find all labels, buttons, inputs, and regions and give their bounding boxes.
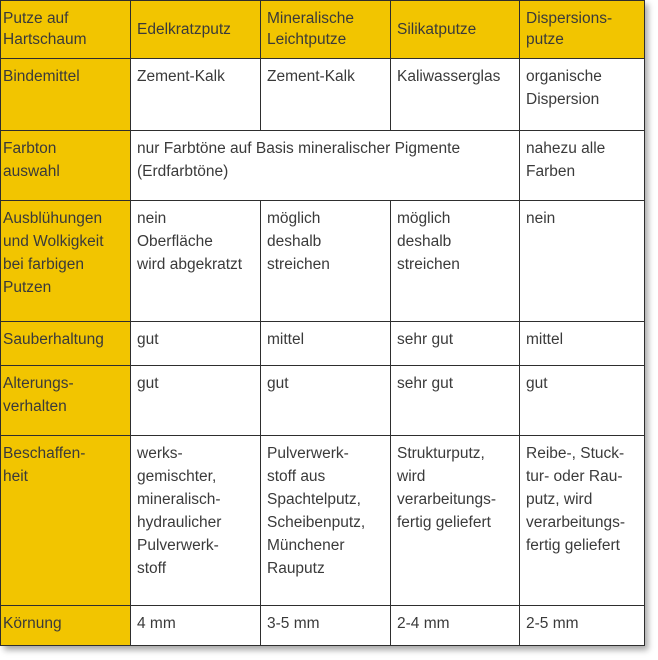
row-label-ausbluehungen: Ausblühungen und Wolkigkeit bei farbigen Putzen xyxy=(1,200,131,322)
header-cell-mineralische-leichtputze: Mineralische Leichtputze xyxy=(261,1,391,59)
table-cell: 4 mm xyxy=(131,605,261,645)
table-row xyxy=(1,435,645,605)
table-cell: Zement-Kalk xyxy=(131,58,261,130)
table-cell: werks- gemischter, mineralisch- hydraulicher Pulverwerk- stoff xyxy=(131,435,261,605)
row-label-sauberhaltung: Sauberhaltung xyxy=(1,322,131,365)
table-cell: Zement-Kalk xyxy=(261,58,391,130)
table-row xyxy=(1,365,645,435)
table-cell: möglich deshalb streichen xyxy=(391,200,520,322)
table-cell: 2-5 mm xyxy=(520,605,645,645)
table-cell: nahezu alle Farben xyxy=(520,130,645,200)
table-cell: sehr gut xyxy=(391,322,520,365)
table-cell: Pulverwerk- stoff aus Spachtelputz, Scheibenputz, Münchener Rauputz xyxy=(261,435,391,605)
table-cell: nein xyxy=(520,200,645,322)
row-label-koernung: Körnung xyxy=(1,605,131,645)
table-row xyxy=(1,322,645,365)
header-cell-category: Putze auf Hartschaum xyxy=(1,1,131,59)
table-row xyxy=(1,605,645,645)
table-cell: Strukturputz, wird verarbeitungs- fertig geliefert xyxy=(391,435,520,605)
table-cell: mittel xyxy=(261,322,391,365)
table-cell: Reibe-, Stuck- tur- oder Rau- putz, wird verarbeitungs- fertig geliefert xyxy=(520,435,645,605)
table-cell: organische Dispersion xyxy=(520,58,645,130)
row-label-farbton-auswahl: Farbton auswahl xyxy=(1,130,131,200)
table-cell: gut xyxy=(261,365,391,435)
header-cell-dispersionsputze: Dispersions- putze xyxy=(520,1,645,59)
table-cell: gut xyxy=(520,365,645,435)
table-cell: 2-4 mm xyxy=(391,605,520,645)
table-row xyxy=(1,130,645,200)
table-cell: sehr gut xyxy=(391,365,520,435)
table-cell: gut xyxy=(131,322,261,365)
table-cell: möglich deshalb streichen xyxy=(261,200,391,322)
row-label-bindemittel: Bindemittel xyxy=(1,58,131,130)
table-header-row xyxy=(1,1,645,59)
table-cell: mittel xyxy=(520,322,645,365)
header-cell-edelkratzputz: Edelkratzputz xyxy=(131,1,261,59)
table-cell: nein Oberfläche wird abgekratzt xyxy=(131,200,261,322)
header-cell-silikatputze: Silikatputze xyxy=(391,1,520,59)
table-cell: 3-5 mm xyxy=(261,605,391,645)
table-cell: Kaliwasserglas xyxy=(391,58,520,130)
table-cell-merged: nur Farbtöne auf Basis mineralischer Pigmente (Erdfarbtöne) xyxy=(131,130,520,200)
table-row xyxy=(1,58,645,130)
table-row xyxy=(1,200,645,322)
row-label-beschaffenheit: Beschaffen- heit xyxy=(1,435,131,605)
row-label-alterungsverhalten: Alterungs- verhalten xyxy=(1,365,131,435)
table-cell: gut xyxy=(131,365,261,435)
